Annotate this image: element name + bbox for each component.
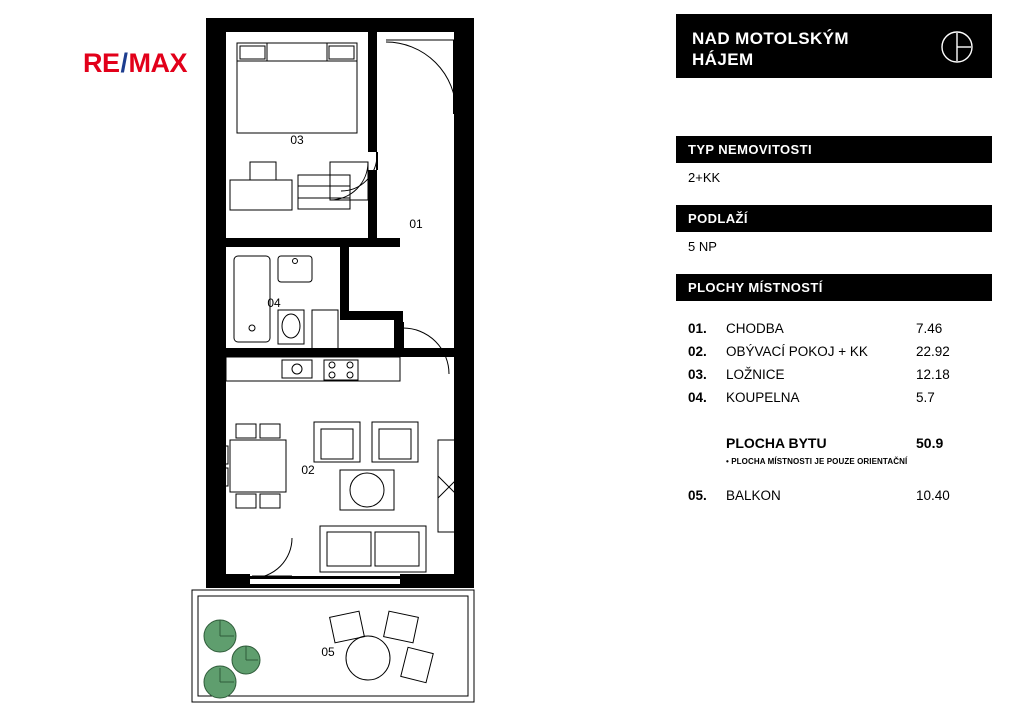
section-heading-type: TYP NEMOVITOSTI: [676, 136, 992, 163]
plan-label-04: 04: [267, 296, 281, 310]
room-name: KOUPELNA: [726, 390, 800, 405]
plan-label-05: 05: [321, 645, 335, 659]
room-number: 04.: [688, 390, 707, 405]
info-panel: [676, 14, 992, 503]
total-area-value: 50.9: [916, 435, 944, 451]
plan-label-01: 01: [409, 217, 423, 231]
table-row: [688, 386, 980, 409]
logo-re: RE: [83, 48, 120, 78]
table-row: [688, 340, 980, 363]
room-area-list: [676, 317, 992, 409]
total-area-row: [676, 435, 992, 451]
plan-label-02: 02: [301, 463, 315, 477]
room-number: 02.: [688, 344, 707, 359]
balcony-number: 05.: [688, 488, 707, 503]
room-name: OBÝVACÍ POKOJ + KK: [726, 344, 868, 359]
total-area-label: PLOCHA BYTU: [726, 435, 827, 451]
room-area: 12.18: [916, 367, 950, 382]
property-title-line2: HÁJEM: [692, 50, 754, 69]
balcony-area: 10.40: [916, 488, 950, 503]
room-area: 5.7: [916, 390, 935, 405]
room-name: CHODBA: [726, 321, 784, 336]
room-name: LOŽNICE: [726, 367, 785, 382]
property-title-line1: NAD MOTOLSKÝM: [692, 29, 849, 48]
area-disclaimer-note: • PLOCHA MÍSTNOSTI JE POUZE ORIENTAČNÍ: [726, 457, 908, 466]
room-number: 03.: [688, 367, 707, 382]
table-row: [688, 317, 980, 340]
room-area: 22.92: [916, 344, 950, 359]
compass-north-icon: [940, 30, 974, 64]
room-area: 7.46: [916, 321, 943, 336]
logo-max: MAX: [128, 48, 188, 78]
balcony-row: [676, 488, 992, 503]
section-heading-rooms: PLOCHY MÍSTNOSTÍ: [676, 274, 992, 301]
remax-logo: [83, 48, 187, 79]
property-title-bar: [676, 14, 992, 78]
room-number: 01.: [688, 321, 707, 336]
table-row: [688, 363, 980, 386]
section-heading-floor: PODLAŽÍ: [676, 205, 992, 232]
property-floor-value: 5 NP: [688, 239, 717, 254]
logo-slash: /: [120, 48, 128, 78]
property-type-value: 2+KK: [688, 170, 721, 185]
plan-label-03: 03: [290, 133, 304, 147]
balcony-name: BALKON: [726, 488, 781, 503]
floor-plan: [190, 10, 490, 710]
